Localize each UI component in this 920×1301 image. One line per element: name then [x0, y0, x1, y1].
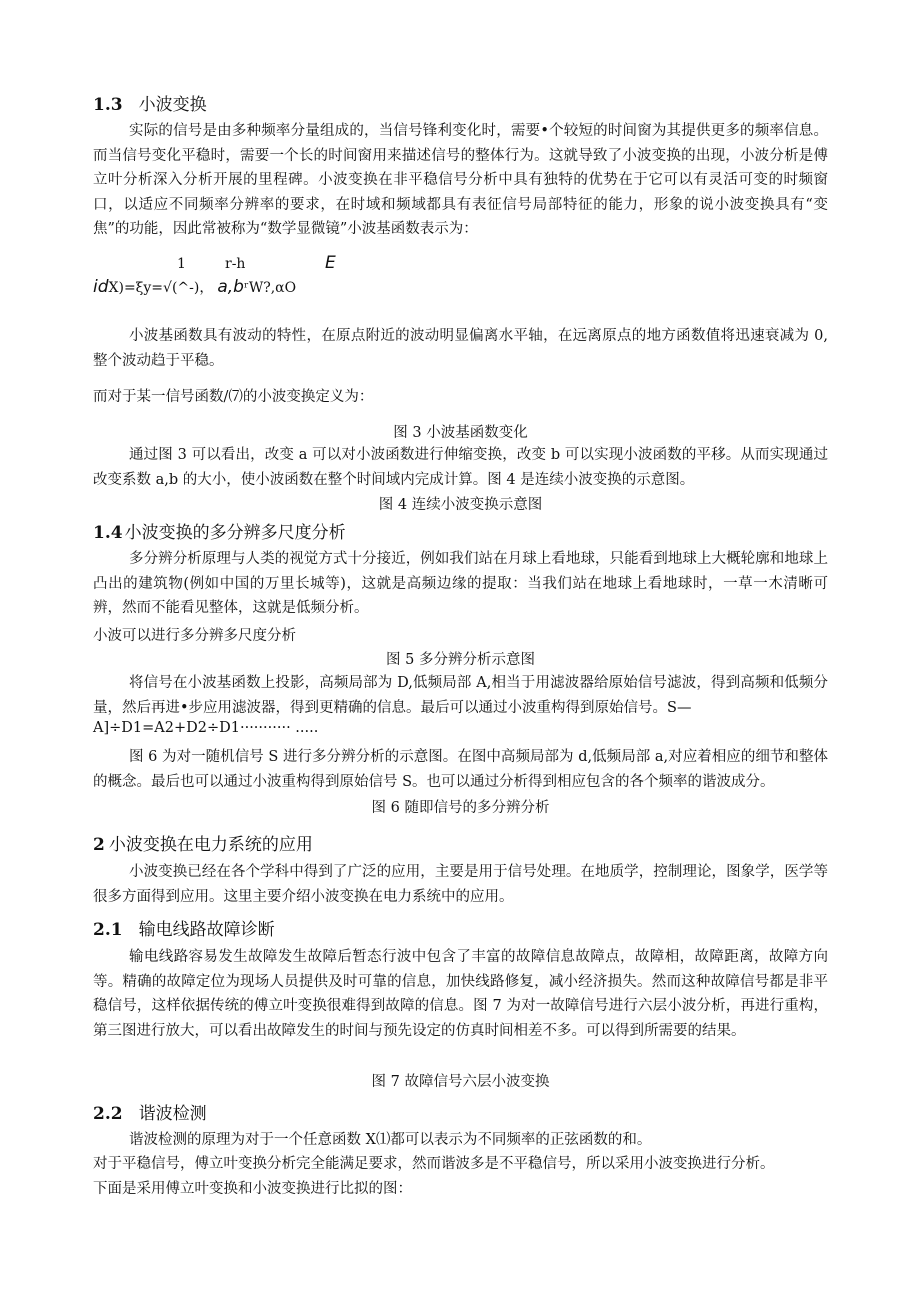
- section-2-heading: [93, 830, 313, 855]
- figure-5-caption: 图 5 多分辨分析示意图: [386, 652, 535, 668]
- figure-6-caption: 图 6 随即信号的多分辨分析: [371, 800, 550, 816]
- wavelet-basis-formula: [93, 277, 296, 297]
- paragraph-intro: 实际的信号是由多种频率分量组成的，当信号锋利变化时，需要•个较短的时间窗为其提供更多的频率信息。而当信号变化平稳时，需要一个长的时间窗用来描述信号的整体行为。这就导致了小波变换的出现，小波分析是傅立叶分析深入分析开展的里程碑。小波变换在非平稳信号分析中具有独特的优势在于它可以有灵活可变的时频窗口，以适应不同频率分辨率的要求，在时域和频域都具有表征信号局部特征的能力，形象的说小波变换具有“变焦”的功能，因此常被称为“数学显微镜”小波基函数表示为：: [93, 123, 828, 238]
- section-title: 小波变换在电力系统的应用: [108, 835, 313, 855]
- formula-main-c: ，: [199, 280, 214, 296]
- section-1-4-heading: [93, 518, 346, 543]
- formula-main-e: ʳW?,αO: [243, 280, 297, 296]
- paragraph-harmonic-principle: 谐波检测的原理为对于一个任意函数 X⑴都可以表示为不同频率的正弦函数的和。: [129, 1132, 652, 1148]
- figure-3-caption: 图 3 小波基函数变化: [393, 425, 528, 441]
- section-title: 小波变换的多分辨多尺度分析: [124, 523, 346, 543]
- paragraph-transform-definition: 而对于某一信号函数/⑺的小波变换定义为：: [93, 389, 374, 405]
- paragraph-applications: 小波变换已经在各个学科中得到了广泛的应用，主要是用于信号处理。在地质学，控制理论，图象学，医学等很多方面得到应用。这里主要介绍小波变换在电力系统中的应用。: [93, 864, 828, 905]
- formula-main-d: a,b: [217, 277, 244, 297]
- formula-top-rh: r-h: [225, 256, 246, 272]
- formula-top-e: E: [325, 253, 336, 273]
- paragraph-figure-6-explanation: 图 6 为对一随机信号 S 进行多分辨分析的示意图。在图中高频局部为 d,低频局部 a,对应着相应的细节和整体的概念。最后也可以通过小波重构得到原始信号 S。也可以通过分析得到相应包含的各个频率的谐波成分。: [93, 749, 828, 790]
- paragraph-comparison-intro: 下面是采用傅立叶变换和小波变换进行比拟的图：: [93, 1181, 412, 1197]
- formula-top-1: 1: [177, 256, 186, 272]
- section-1-3-heading: [93, 90, 207, 115]
- section-title: 输电线路故障诊断: [138, 920, 275, 940]
- section-title: 小波变换: [138, 95, 207, 115]
- section-2-1-heading: [93, 915, 275, 940]
- figure-7-caption: 图 7 故障信号六层小波变换: [371, 1074, 550, 1090]
- section-number: 2.2: [93, 1104, 123, 1124]
- section-number: 2: [93, 835, 105, 855]
- paragraph-multiresolution: 多分辨分析原理与人类的视觉方式十分接近，例如我们站在月球上看地球，只能看到地球上大概轮廓和地球上凸出的建筑物(例如中国的万里长城等)，这就是高频边缘的提取：当我们站在地球上看地球时，一草一木清晰可辨，然而不能看见整体，这就是低频分析。: [93, 551, 828, 617]
- section-number: 2.1: [93, 920, 123, 940]
- formula-main-a: id: [93, 277, 109, 297]
- figure-4-caption: 图 4 连续小波变换示意图: [378, 497, 543, 513]
- section-title: 谐波检测: [138, 1104, 207, 1124]
- formula-main-b: X)=ξy=√(^-): [108, 280, 200, 296]
- paragraph-basis-property: 小波基函数具有波动的特性，在原点附近的波动明显偏离水平轴，在远离原点的地方函数值将迅速衰减为 0,整个波动趋于平稳。: [93, 328, 828, 369]
- decomposition-equation: A]÷D1=A2+D2÷D1··········· .....: [93, 720, 319, 736]
- paragraph-projection: 将信号在小波基函数上投影，高频局部为 D,低频局部 A,相当于用滤波器给原始信号滤波，得到高频和低频分量，然后再进•步应用滤波器，得到更精确的信息。最后可以通过小波重构得到原始信号。S—: [93, 675, 828, 716]
- section-number: 1.3: [93, 95, 123, 115]
- section-2-2-heading: [93, 1099, 207, 1124]
- section-number: 1.4: [93, 523, 123, 543]
- paragraph-fault-diagnosis: 输电线路容易发生故障发生故障后暂态行波中包含了丰富的故障信息故障点，故障相，故障距离，故障方向等。精确的故障定位为现场人员提供及时可靠的信息，加快线路修复，减小经济损失。然而这种故障信号都是非平稳信号，这样依据传统的傅立叶变换很难得到故障的信息。图 7 为对一故障信号进行六层小波分析，再进行重构，第三图进行放大，可以看出故障发生的时间与预先设定的仿真时间相差不多。可以得到所需要的结果。: [93, 949, 828, 1039]
- paragraph-figure-3-explanation: 通过图 3 可以看出，改变 a 可以对小波函数进行伸缩变换，改变 b 可以实现小波函数的平移。从而实现通过改变系数 a,b 的大小，使小波函数在整个时间域内完成计算。图 4 是连续小波变换的示意图。: [93, 447, 828, 488]
- paragraph-harmonic-method: 对于平稳信号，傅立叶变换分析完全能满足要求，然而谐波多是不平稳信号，所以采用小波变换进行分析。: [93, 1156, 775, 1172]
- paragraph-multiscale-note: 小波可以进行多分辨多尺度分析: [93, 628, 296, 644]
